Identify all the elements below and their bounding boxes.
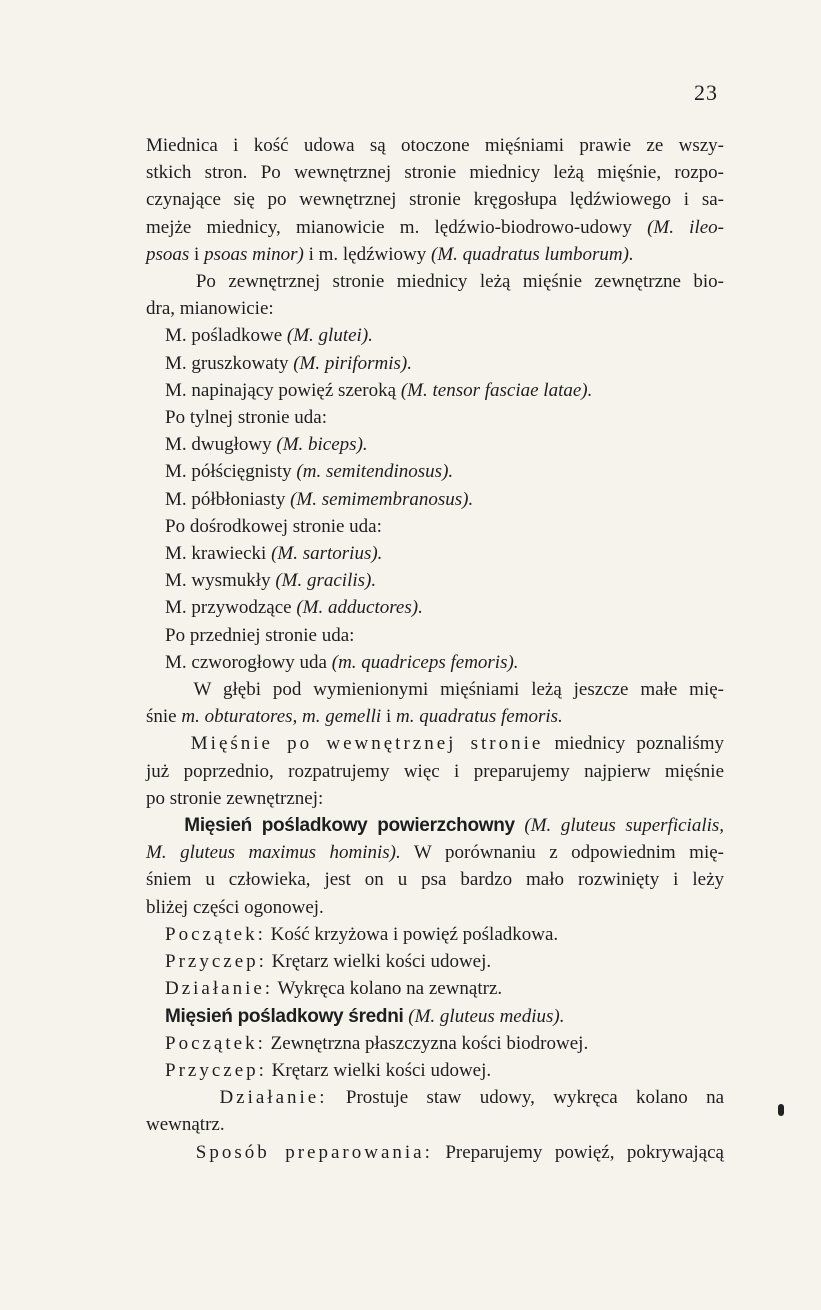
insertion-line: Przyczep: Krętarz wielki kości udowej.: [165, 951, 492, 973]
insertion-line: Przyczep: Krętarz wielki kości udowej.: [165, 1059, 492, 1081]
list-item: M. wysmukły (M. gracilis).: [165, 570, 377, 592]
text-line: stkich stron. Po wewnętrznej stronie miednicy leżą mięśnie, rozpo-: [146, 162, 724, 184]
text-line: bliżej części ogonowej.: [146, 896, 324, 918]
section-heading: Po dośrodkowej stronie uda:: [165, 515, 382, 537]
muscle-heading: Mięsień pośladkowy powierzchowny: [184, 815, 515, 837]
text-line: Mięśnie po wewnętrznej stronie miednicy poznaliśmy: [190, 733, 725, 755]
section-heading: Po tylnej stronie uda:: [165, 407, 328, 429]
text-line: po stronie zewnętrznej:: [146, 787, 324, 809]
muscle-heading: Mięsień pośladkowy średni: [165, 1005, 404, 1027]
text-line: już poprzednio, rozpatrujemy więc i preparujemy najpierw mięśnie: [146, 760, 724, 782]
muscle-heading-line: Mięsień pośladkowy średni (M. gluteus medius).: [165, 1005, 565, 1027]
text-line: psoas i psoas minor) i m. lędźwiowy (M. quadratus lumborum).: [146, 243, 634, 265]
action-line: Działanie: Prostuje staw udowy, wykręca kolano na: [219, 1087, 725, 1109]
method-line: Sposób preparowania: Preparujemy powięź, pokrywającą: [195, 1141, 724, 1163]
list-item: M. czworogłowy uda (m. quadriceps femoris).: [165, 651, 519, 673]
text-line: M. gluteus maximus hominis). W porównaniu z odpowiednim mię-: [146, 842, 724, 864]
action-line: Działanie: Wykręca kolano na zewnątrz.: [165, 978, 503, 1000]
list-item: M. krawiecki (M. sartorius).: [165, 543, 383, 565]
text-line: Po zewnętrznej stronie miednicy leżą mięśnie zewnętrzne bio-: [195, 271, 725, 293]
page-number: 23: [694, 80, 718, 105]
list-item: M. półbłoniasty (M. semimembranosus).: [165, 488, 474, 510]
list-item: M. przywodzące (M. adductores).: [165, 597, 423, 619]
text-line: śniem u człowieka, jest on u psa bardzo mało rozwinięty i leży: [146, 869, 724, 891]
origin-line: Początek: Kość krzyżowa i powięź pośladkowa.: [165, 923, 559, 945]
list-item: M. gruszkowaty (M. piriformis).: [165, 352, 412, 374]
list-item: M. dwugłowy (M. biceps).: [165, 434, 368, 456]
text-line: W głębi pod wymienionymi mięśniami leżą jeszcze małe mię-: [193, 679, 724, 701]
list-item: M. napinający powięź szeroką (M. tensor fasciae latae).: [165, 379, 593, 401]
text-line: mejże miednicy, mianowicie m. lędźwio-biodrowo-udowy (M. ileo-: [146, 216, 724, 238]
list-item: M. pośladkowe (M. glutei).: [165, 325, 373, 347]
muscle-heading-line: Mięsień pośladkowy powierzchowny (M. gluteus superficialis,: [184, 815, 725, 837]
origin-line: Początek: Zewnętrzna płaszczyzna kości biodrowej.: [165, 1032, 589, 1054]
text-line: wewnątrz.: [146, 1114, 225, 1136]
text-line: dra, mianowicie:: [146, 298, 274, 320]
text-line: Miednica i kość udowa są otoczone mięśniami prawie ze wszy-: [146, 135, 724, 156]
section-heading: Po przedniej stronie uda:: [165, 624, 355, 646]
text-line: śnie m. obturatores, m. gemelli i m. quadratus femoris.: [146, 706, 563, 728]
text-line: czynające się po wewnętrznej stronie kręgosłupa lędźwiowego i sa-: [146, 189, 724, 211]
list-item: M. półścięgnisty (m. semitendinosus).: [165, 461, 454, 483]
page-body: [146, 132, 724, 1166]
margin-mark: [778, 1104, 784, 1116]
